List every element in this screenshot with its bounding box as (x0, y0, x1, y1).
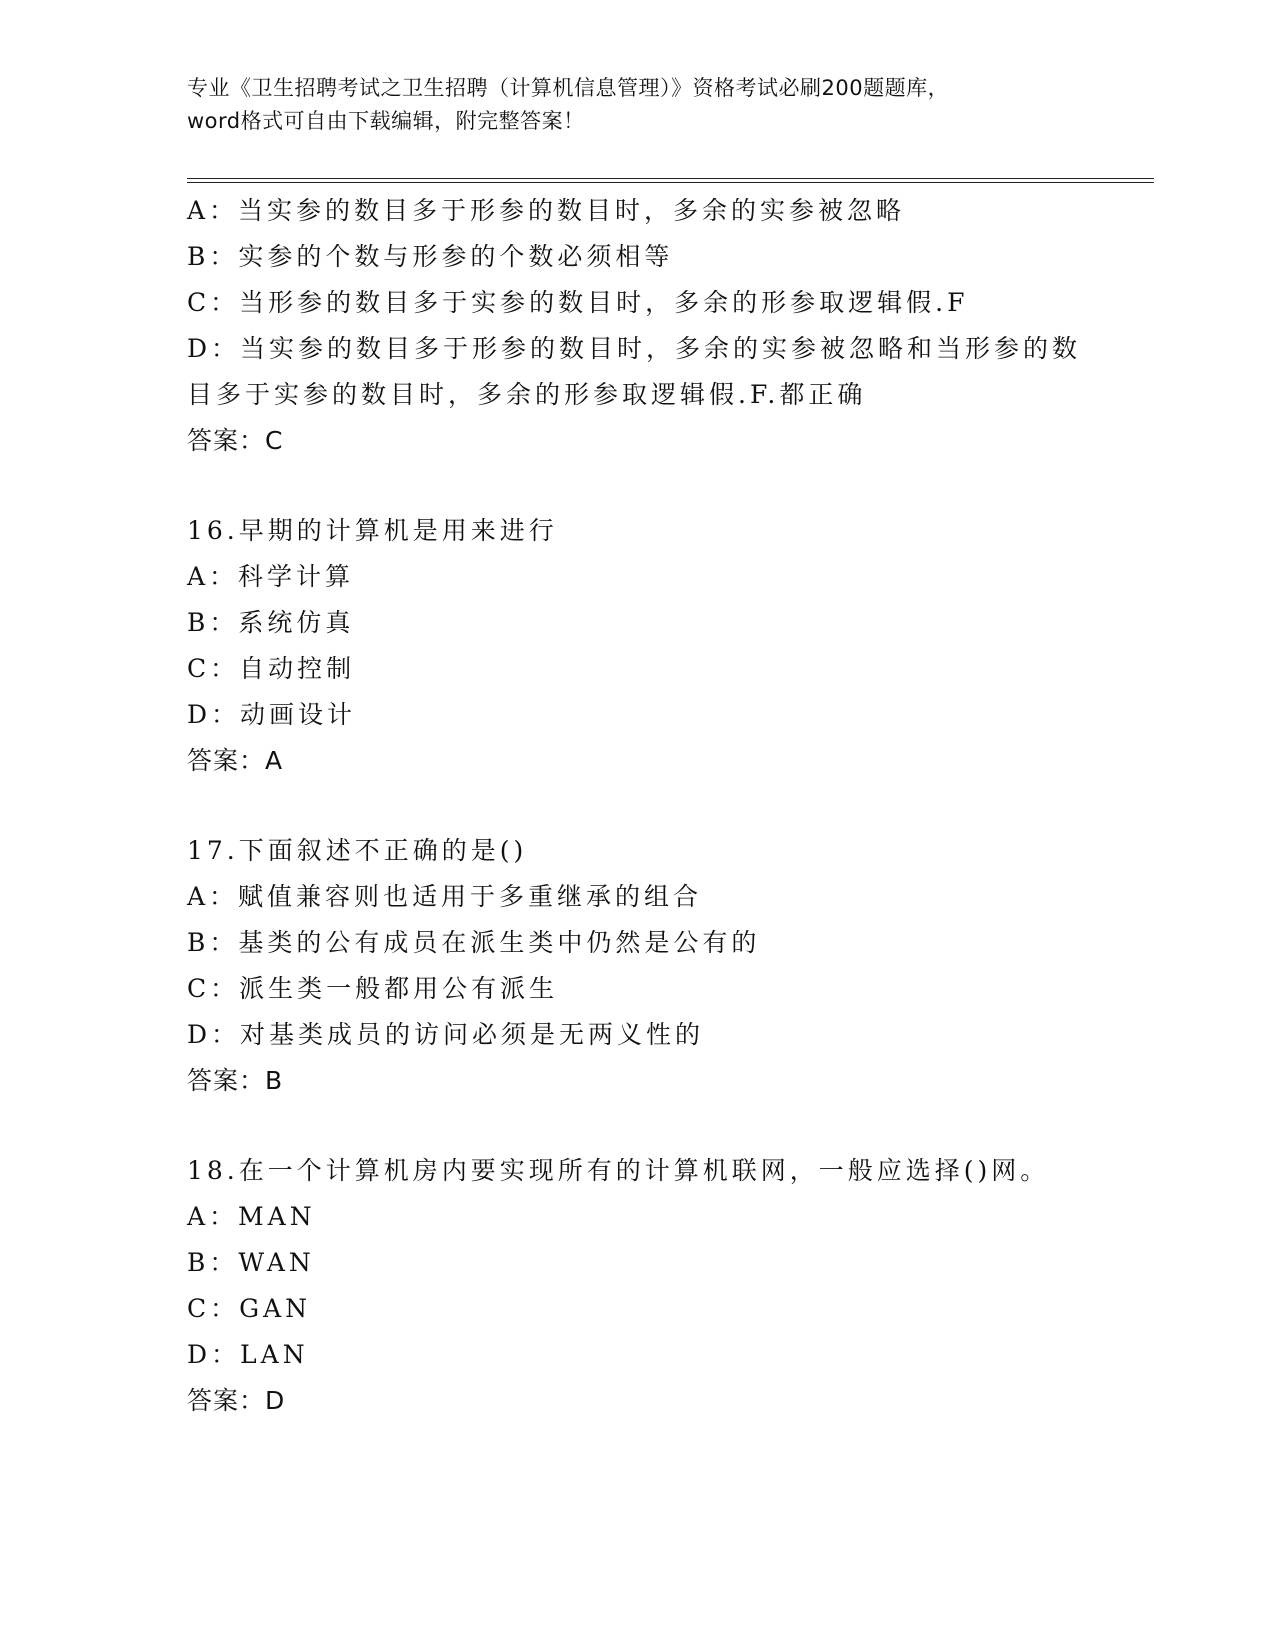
option-b: B：实参的个数与形参的个数必须相等 (187, 242, 674, 271)
option-c: C：自动控制 (187, 654, 356, 683)
question-17 (187, 828, 1087, 1104)
option-c: C：派生类一般都用公有派生 (187, 974, 559, 1003)
option-d: D：动画设计 (187, 700, 357, 729)
option-c: C：GAN (187, 1294, 312, 1323)
option-d: D：当实参的数目多于形参的数目时，多余的实参被忽略和当形参的数目多于实参的数目时，多余的形参取逻辑假.F.都正确 (187, 334, 1082, 409)
document-body (187, 188, 1087, 1424)
option-b: B：基类的公有成员在派生类中仍然是公有的 (187, 928, 761, 957)
question-title: 17.下面叙述不正确的是() (187, 836, 528, 865)
option-a: A：当实参的数目多于形参的数目时，多余的实参被忽略 (187, 196, 906, 225)
option-a: A：赋值兼容则也适用于多重继承的组合 (187, 882, 703, 911)
header-line-2: word格式可自由下载编辑，附完整答案！ (187, 109, 585, 133)
answer: 答案：C (187, 426, 284, 455)
question-title: 18.在一个计算机房内要实现所有的计算机联网，一般应选择()网。 (187, 1156, 1050, 1185)
header-double-rule (187, 178, 1154, 183)
option-c: C：当形参的数目多于实参的数目时，多余的形参取逻辑假.F (187, 288, 969, 317)
question-16 (187, 508, 1087, 784)
option-b: B：WAN (187, 1248, 315, 1277)
question-18 (187, 1148, 1087, 1424)
option-b: B：系统仿真 (187, 608, 355, 637)
answer: 答案：D (187, 1386, 286, 1415)
option-a: A：MAN (187, 1202, 316, 1231)
header-line-1: 专业《卫生招聘考试之卫生招聘（计算机信息管理）》资格考试必刷200题题库， (187, 76, 950, 100)
answer: 答案：A (187, 746, 284, 775)
question-15-continued (187, 188, 1087, 464)
question-title: 16.早期的计算机是用来进行 (187, 516, 558, 545)
answer: 答案：B (187, 1066, 284, 1095)
option-d: D：LAN (187, 1340, 309, 1369)
option-a: A：科学计算 (187, 562, 355, 591)
page-header (187, 72, 1087, 138)
option-d: D：对基类成员的访问必须是无两义性的 (187, 1020, 705, 1049)
